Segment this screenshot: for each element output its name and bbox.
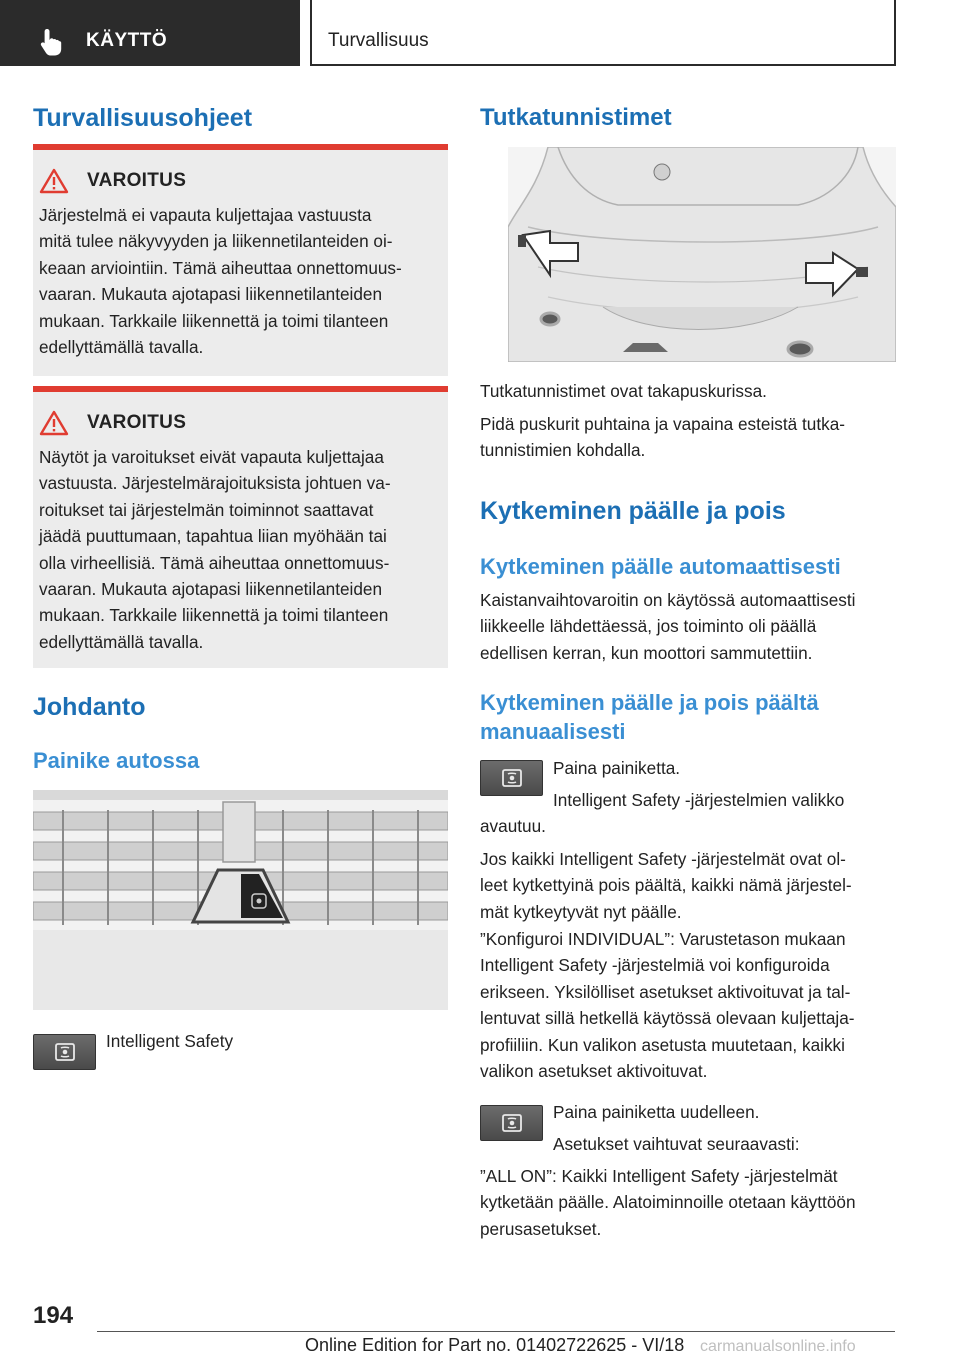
step1-press-text: Paina painiketta. (553, 758, 681, 778)
intelligent-safety-button-icon (480, 760, 543, 796)
warning-line: mukaan. Tarkkaile liikennettä ja toimi tilanteen (39, 605, 389, 626)
text-line: Pidä puskurit puhtaina ja vapaina esteistä tutka- (480, 414, 845, 434)
button-caption: Intelligent Safety (106, 1031, 234, 1051)
text-line: liikkeelle lähdettäessä, jos toiminto oli päällä (480, 616, 817, 637)
step1-result-cont: avautuu. (480, 816, 546, 836)
warning-line: Järjestelmä ei vapauta kuljettajaa vastuusta (39, 205, 372, 225)
sensors-clean-text (480, 411, 845, 464)
watermark: carmanualsonline.info (700, 1338, 856, 1355)
auto-subtitle: Kytkeminen päälle automaattisesti (480, 554, 841, 579)
sensors-location-text: Tutkatunnistimet ovat takapuskurissa. (480, 381, 767, 401)
warning-label: VAROITUS (87, 412, 187, 433)
text-line: tunnistimien kohdalla. (480, 440, 646, 461)
all-systems-text (480, 846, 852, 925)
warning-line: Näytöt ja varoitukset eivät vapauta kuljettajaa (39, 447, 384, 467)
footer-divider (97, 1331, 895, 1332)
text-line: lentuvat sillä hetkellä käytössä olevaan kuljettaja- (480, 1008, 855, 1029)
hand-pointer-icon (38, 27, 66, 57)
warning-text (39, 444, 447, 655)
manual-subtitle (480, 688, 819, 746)
warning-line: jäädä puuttumaan, tapahtua liian myöhään tai (39, 526, 387, 547)
warning-line: olla virheellisiä. Tämä aiheuttaa onnettomuus- (39, 552, 390, 573)
warning-line: vaaran. Mukauta ajotapasi liikennetilanteiden (39, 284, 383, 305)
text-line: perusasetukset. (480, 1218, 602, 1239)
text-line: Intelligent Safety -järjestelmiä voi konfiguroida (480, 955, 830, 976)
warning-box-2 (33, 386, 448, 668)
step2-press-text: Paina painiketta uudelleen. (553, 1102, 760, 1122)
section-tab (0, 0, 300, 66)
safety-title: Turvallisuusohjeet (33, 104, 253, 132)
intelligent-safety-button-icon (33, 1034, 96, 1070)
step2-result-text: Asetukset vaihtuvat seuraavasti: (553, 1134, 800, 1154)
chapter-title: Turvallisuus (328, 30, 429, 51)
button-subtitle: Painike autossa (33, 748, 200, 773)
warning-line: vastuusta. Järjestelmärajoituksista johtuen va- (39, 473, 391, 494)
onoff-title: Kytkeminen päälle ja pois (480, 497, 786, 525)
text-line: leet kytkettyinä pois päältä, kaikki nämä järjestel- (480, 875, 852, 896)
warning-line: mitä tulee näkyvyyden ja liikennetilanteiden oi- (39, 231, 393, 252)
warning-label: VAROITUS (87, 170, 187, 191)
text-line: ”Konfiguroi INDIVIDUAL”: Varustetason mukaan (480, 929, 846, 949)
warning-triangle-icon (39, 168, 69, 194)
intelligent-safety-button-icon (480, 1105, 543, 1141)
configure-individual-text (480, 926, 855, 1084)
section-title: KÄYTTÖ (86, 30, 168, 51)
text-line: Kaistanvaihtovaroitin on käytössä automaattisesti (480, 590, 856, 610)
warning-line: mukaan. Tarkkaile liikennettä ja toimi tilanteen (39, 310, 389, 331)
text-line: kytketään päälle. Alatoiminnoille otetaan käyttöön (480, 1192, 856, 1213)
text-line: mät kytkeytyvät nyt päälle. (480, 901, 682, 922)
subtitle-line: manuaalisesti (480, 719, 626, 744)
step1-result-text: Intelligent Safety -järjestelmien valikko (553, 790, 845, 810)
warning-line: edellyttämällä tavalla. (39, 631, 204, 652)
text-line: Jos kaikki Intelligent Safety -järjestelmät ovat ol- (480, 849, 846, 869)
page-number: 194 (33, 1302, 74, 1329)
warning-line: edellyttämällä tavalla. (39, 337, 204, 358)
rear-bumper-sensor-image (508, 147, 896, 362)
text-line: valikon asetukset aktivoituvat. (480, 1061, 708, 1082)
sensors-title: Tutkatunnistimet (480, 104, 672, 131)
auto-text (480, 587, 855, 666)
subtitle-line: Kytkeminen päälle ja pois päältä (480, 690, 819, 715)
warning-line: roitukset tai järjestelmän toiminnot saattavat (39, 499, 374, 520)
grille-button-image (33, 790, 448, 1010)
chapter-header (310, 0, 896, 66)
warning-line: keaan arviointiin. Tämä aiheuttaa onnettomuus- (39, 257, 402, 278)
warning-line: vaaran. Mukauta ajotapasi liikennetilanteiden (39, 579, 383, 600)
text-line: erikseen. Yksilölliset asetukset aktivoituvat ja tal- (480, 981, 851, 1002)
text-line: ”ALL ON”: Kaikki Intelligent Safety -järjestelmät (480, 1166, 838, 1186)
warning-triangle-icon (39, 410, 69, 436)
intro-title: Johdanto (33, 693, 146, 721)
warning-text (39, 202, 447, 360)
edition-text: Online Edition for Part no. 01402722625 - VI/18 (305, 1335, 685, 1355)
text-line: edellisen kerran, kun moottori sammutettiin. (480, 642, 813, 663)
all-on-text (480, 1163, 856, 1242)
text-line: profiiliin. Kun valikon asetusta muutetaan, kaikki (480, 1034, 845, 1055)
warning-box-1 (33, 144, 448, 376)
